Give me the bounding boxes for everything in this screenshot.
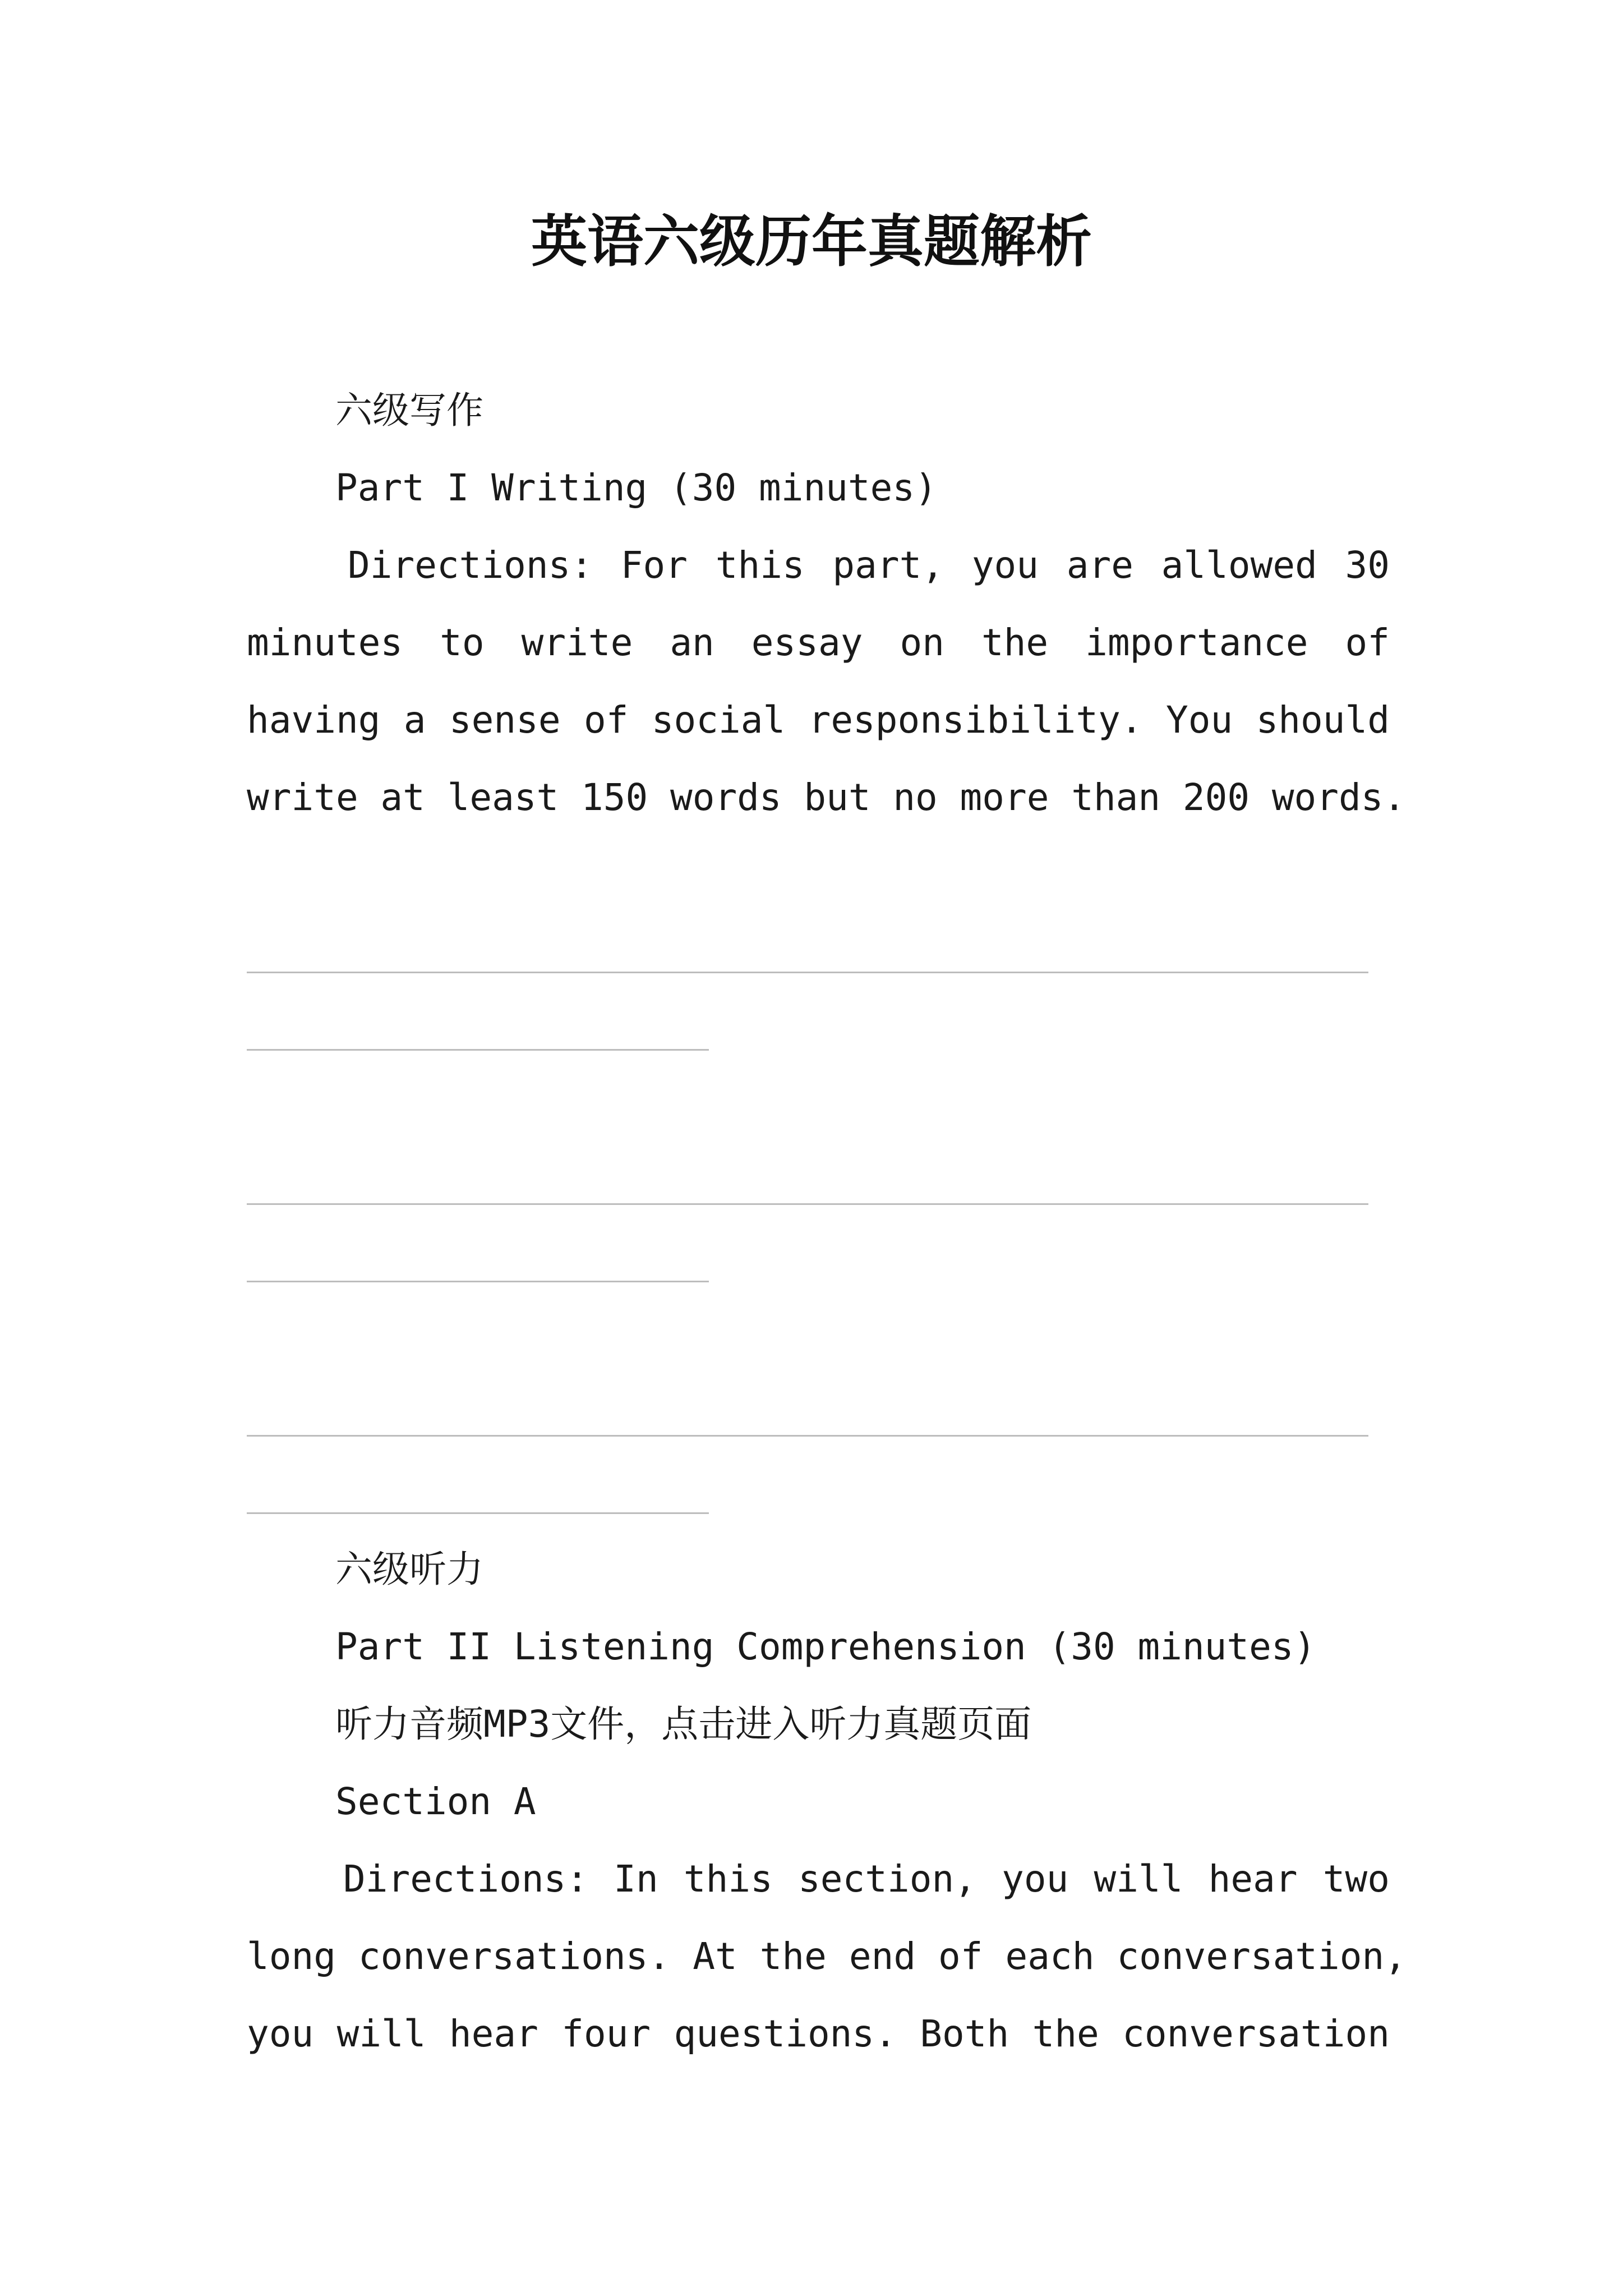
writing-directions-line: write at least 150 words but no more than 200 words. [247, 776, 1406, 819]
listening-heading: 六级听力 [335, 1548, 483, 1591]
writing-heading: 六级写作 [335, 389, 483, 432]
listening-part-title: Part II Listening Comprehension (30 minutes) [335, 1625, 1316, 1668]
document-title: 英语六级历年真题解析 [531, 208, 1092, 274]
writing-part-title: Part I Writing (30 minutes) [335, 466, 937, 509]
listening-audio-link[interactable]: 听力音频MP3文件，点击进入听力真题页面 [335, 1703, 1032, 1746]
answer-rule-line [247, 972, 1368, 973]
writing-directions-line: Directions: For this part, you are allowed 30 [348, 544, 1390, 587]
answer-rule-line [247, 1203, 1368, 1205]
listening-directions-line: long conversations. At the end of each conversation, [247, 1935, 1407, 1978]
answer-rule-line [247, 1435, 1368, 1437]
listening-directions-line: you will hear four questions. Both the conversation [247, 2012, 1390, 2055]
answer-rule-line [247, 1512, 709, 1514]
writing-directions-line: having a sense of social responsibility. You should [247, 698, 1390, 742]
answer-rule-line [247, 1281, 709, 1282]
listening-directions-line: Directions: In this section, you will hear two [343, 1857, 1390, 1901]
writing-directions-line: minutes to write an essay on the importance of [247, 621, 1390, 664]
answer-rule-line [247, 1049, 709, 1051]
section-a-heading: Section A [335, 1780, 536, 1823]
